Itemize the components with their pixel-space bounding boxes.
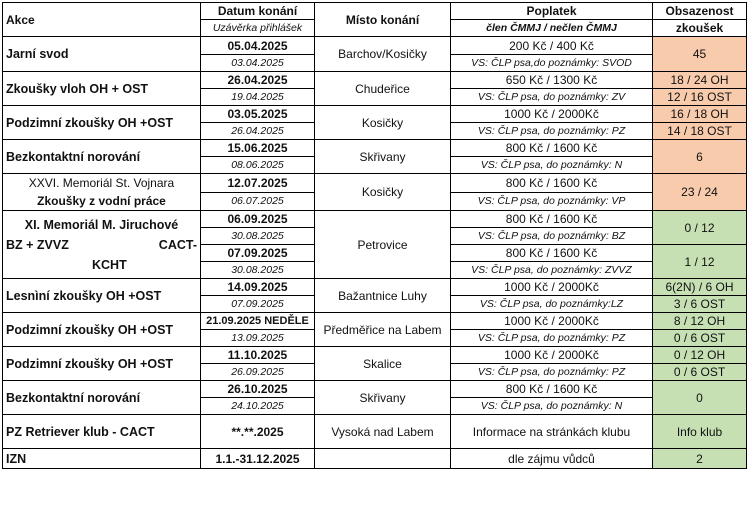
event-occupancy-oh: 6(2N) / 6 OH bbox=[653, 279, 747, 296]
event-occupancy-oh: 18 / 24 OH bbox=[653, 72, 747, 89]
event-name-line-1: XI. Memoriál M. Jiruchové bbox=[24, 217, 179, 232]
event-fee: 800 Kč / 1600 Kč bbox=[451, 211, 653, 228]
event-name: Bezkontaktní norování bbox=[3, 140, 201, 174]
event-place: Kosičky bbox=[315, 174, 451, 211]
event-occupancy-oh: 16 / 18 OH bbox=[653, 106, 747, 123]
event-date: 07.09.2025 bbox=[201, 245, 315, 262]
event-name-line-2: Zkoušky z vodní práce bbox=[37, 194, 166, 208]
event-date: 21.09.2025 NEDĚLE bbox=[201, 313, 315, 330]
event-fee: 800 Kč / 1600 Kč bbox=[451, 245, 653, 262]
event-date: **.**.2025 bbox=[201, 415, 315, 449]
event-note: VS: ČLP psa, do poznámky: PZ bbox=[451, 123, 653, 140]
event-name bbox=[3, 211, 201, 279]
event-occupancy: 23 / 24 bbox=[653, 174, 747, 211]
event-place: Barchov/Kosičky bbox=[315, 37, 451, 72]
event-fee: 1000 Kč / 2000Kč bbox=[451, 347, 653, 364]
event-date: 15.06.2025 bbox=[201, 140, 315, 157]
event-place: Bažantnice Luhy bbox=[315, 279, 451, 313]
event-name: Zkoušky vloh OH + OST bbox=[3, 72, 201, 106]
event-date: 11.10.2025 bbox=[201, 347, 315, 364]
event-note: VS: ČLP psa, do poznámky: N bbox=[451, 398, 653, 415]
event-fee: 1000 Kč / 2000Kč bbox=[451, 279, 653, 296]
event-occupancy-ost: 0 / 6 OST bbox=[653, 330, 747, 347]
event-fee: 200 Kč / 400 Kč bbox=[451, 37, 653, 55]
event-date: 26.04.2025 bbox=[201, 72, 315, 89]
event-place: Chudeřice bbox=[315, 72, 451, 106]
event-occupancy: 2 bbox=[653, 449, 747, 469]
event-deadline: 07.09.2025 bbox=[201, 296, 315, 313]
event-fee: 800 Kč / 1600 Kč bbox=[451, 174, 653, 193]
event-date: 1.1.-31.12.2025 bbox=[201, 449, 315, 469]
event-date: 12.07.2025 bbox=[201, 174, 315, 193]
event-name: Lesnìní zkoušky OH +OST bbox=[3, 279, 201, 313]
event-place: Skalice bbox=[315, 347, 451, 381]
event-deadline: 26.04.2025 bbox=[201, 123, 315, 140]
event-name: Jarní svod bbox=[3, 37, 201, 72]
event-fee: Informace na stránkách klubu bbox=[451, 415, 653, 449]
event-occupancy-oh: 0 / 12 OH bbox=[653, 347, 747, 364]
events-table bbox=[2, 2, 747, 469]
event-deadline: 30.08.2025 bbox=[201, 228, 315, 245]
event-note: VS: ČLP psa, do poznámky: ZV bbox=[451, 89, 653, 106]
event-occupancy: 0 bbox=[653, 381, 747, 415]
event-occupancy-oh: 8 / 12 OH bbox=[653, 313, 747, 330]
header-uzaverka: Uzávěrka přihlášek bbox=[201, 20, 315, 37]
event-name-line-3: KCHT bbox=[92, 257, 127, 272]
event-note: VS: ČLP psa, do poznámky:LZ bbox=[451, 296, 653, 313]
event-fee: 1000 Kč / 2000Kč bbox=[451, 313, 653, 330]
event-fee: 650 Kč / 1300 Kč bbox=[451, 72, 653, 89]
event-deadline: 19.04.2025 bbox=[201, 89, 315, 106]
event-deadline: 24.10.2025 bbox=[201, 398, 315, 415]
event-occupancy-ost: 14 / 18 OST bbox=[653, 123, 747, 140]
header-akce: Akce bbox=[3, 3, 201, 37]
event-name-line-2b: CACT- bbox=[158, 237, 197, 252]
event-place: Kosičky bbox=[315, 106, 451, 140]
event-place: Vysoká nad Labem bbox=[315, 415, 451, 449]
header-poplatek: Poplatek bbox=[451, 3, 653, 20]
event-fee: 800 Kč / 1600 Kč bbox=[451, 381, 653, 398]
event-name-line-2a: BZ + ZVVZ bbox=[6, 237, 69, 252]
header-obsazenost: Obsazenost bbox=[653, 3, 747, 20]
event-place-empty bbox=[315, 449, 451, 469]
event-place: Petrovice bbox=[315, 211, 451, 279]
header-datum: Datum konání bbox=[201, 3, 315, 20]
event-note: VS: ČLP psa, do poznámky: ZVVZ bbox=[451, 262, 653, 279]
event-name-line-2 bbox=[6, 235, 197, 255]
header-poplatek-sub: člen ČMMJ / nečlen ČMMJ bbox=[451, 20, 653, 37]
event-name bbox=[3, 174, 201, 211]
event-fee: 800 Kč / 1600 Kč bbox=[451, 140, 653, 157]
event-occupancy: 45 bbox=[653, 37, 747, 72]
event-place: Skřivany bbox=[315, 381, 451, 415]
event-deadline: 03.04.2025 bbox=[201, 55, 315, 72]
event-date: 06.09.2025 bbox=[201, 211, 315, 228]
event-note: VS: ČLP psa,do poznámky: SVOD bbox=[451, 55, 653, 72]
event-note: VS: ČLP psa, do poznámky: PZ bbox=[451, 330, 653, 347]
event-note: VS: ČLP psa, do poznámky: N bbox=[451, 157, 653, 174]
event-name: Podzimní zkoušky OH +OST bbox=[3, 313, 201, 347]
event-deadline: 30.08.2025 bbox=[201, 262, 315, 279]
event-name: Podzimní zkoušky OH +OST bbox=[3, 347, 201, 381]
header-zkousek: zkoušek bbox=[653, 20, 747, 37]
event-date: 26.10.2025 bbox=[201, 381, 315, 398]
event-name: IZN bbox=[3, 449, 201, 469]
event-deadline: 06.07.2025 bbox=[201, 192, 315, 211]
event-occupancy: Info klub bbox=[653, 415, 747, 449]
event-name: Podzimní zkoušky OH +OST bbox=[3, 106, 201, 140]
event-occupancy: 6 bbox=[653, 140, 747, 174]
event-occupancy: 0 / 12 bbox=[653, 211, 747, 245]
event-occupancy: 1 / 12 bbox=[653, 245, 747, 279]
event-name-line-1: XXVI. Memoriál St. Vojnara bbox=[28, 176, 175, 190]
event-place: Skřivany bbox=[315, 140, 451, 174]
event-occupancy-ost: 12 / 16 OST bbox=[653, 89, 747, 106]
event-date: 03.05.2025 bbox=[201, 106, 315, 123]
event-deadline: 13.09.2025 bbox=[201, 330, 315, 347]
header-misto: Místo konání bbox=[315, 3, 451, 37]
event-deadline: 08.06.2025 bbox=[201, 157, 315, 174]
event-occupancy-ost: 0 / 6 OST bbox=[653, 364, 747, 381]
event-place: Předměřice na Labem bbox=[315, 313, 451, 347]
event-name: Bezkontaktní norování bbox=[3, 381, 201, 415]
event-fee: 1000 Kč / 2000Kč bbox=[451, 106, 653, 123]
event-note: VS: ČLP psa, do poznámky: VP bbox=[451, 192, 653, 211]
event-note: VS: ČLP psa, do poznámky: PZ bbox=[451, 364, 653, 381]
event-date: 14.09.2025 bbox=[201, 279, 315, 296]
event-date: 05.04.2025 bbox=[201, 37, 315, 55]
event-fee: dle zájmu vůdců bbox=[451, 449, 653, 469]
event-occupancy-ost: 3 / 6 OST bbox=[653, 296, 747, 313]
event-deadline: 26.09.2025 bbox=[201, 364, 315, 381]
event-note: VS: ČLP psa, do poznámky: BZ bbox=[451, 228, 653, 245]
event-name: PZ Retriever klub - CACT bbox=[3, 415, 201, 449]
